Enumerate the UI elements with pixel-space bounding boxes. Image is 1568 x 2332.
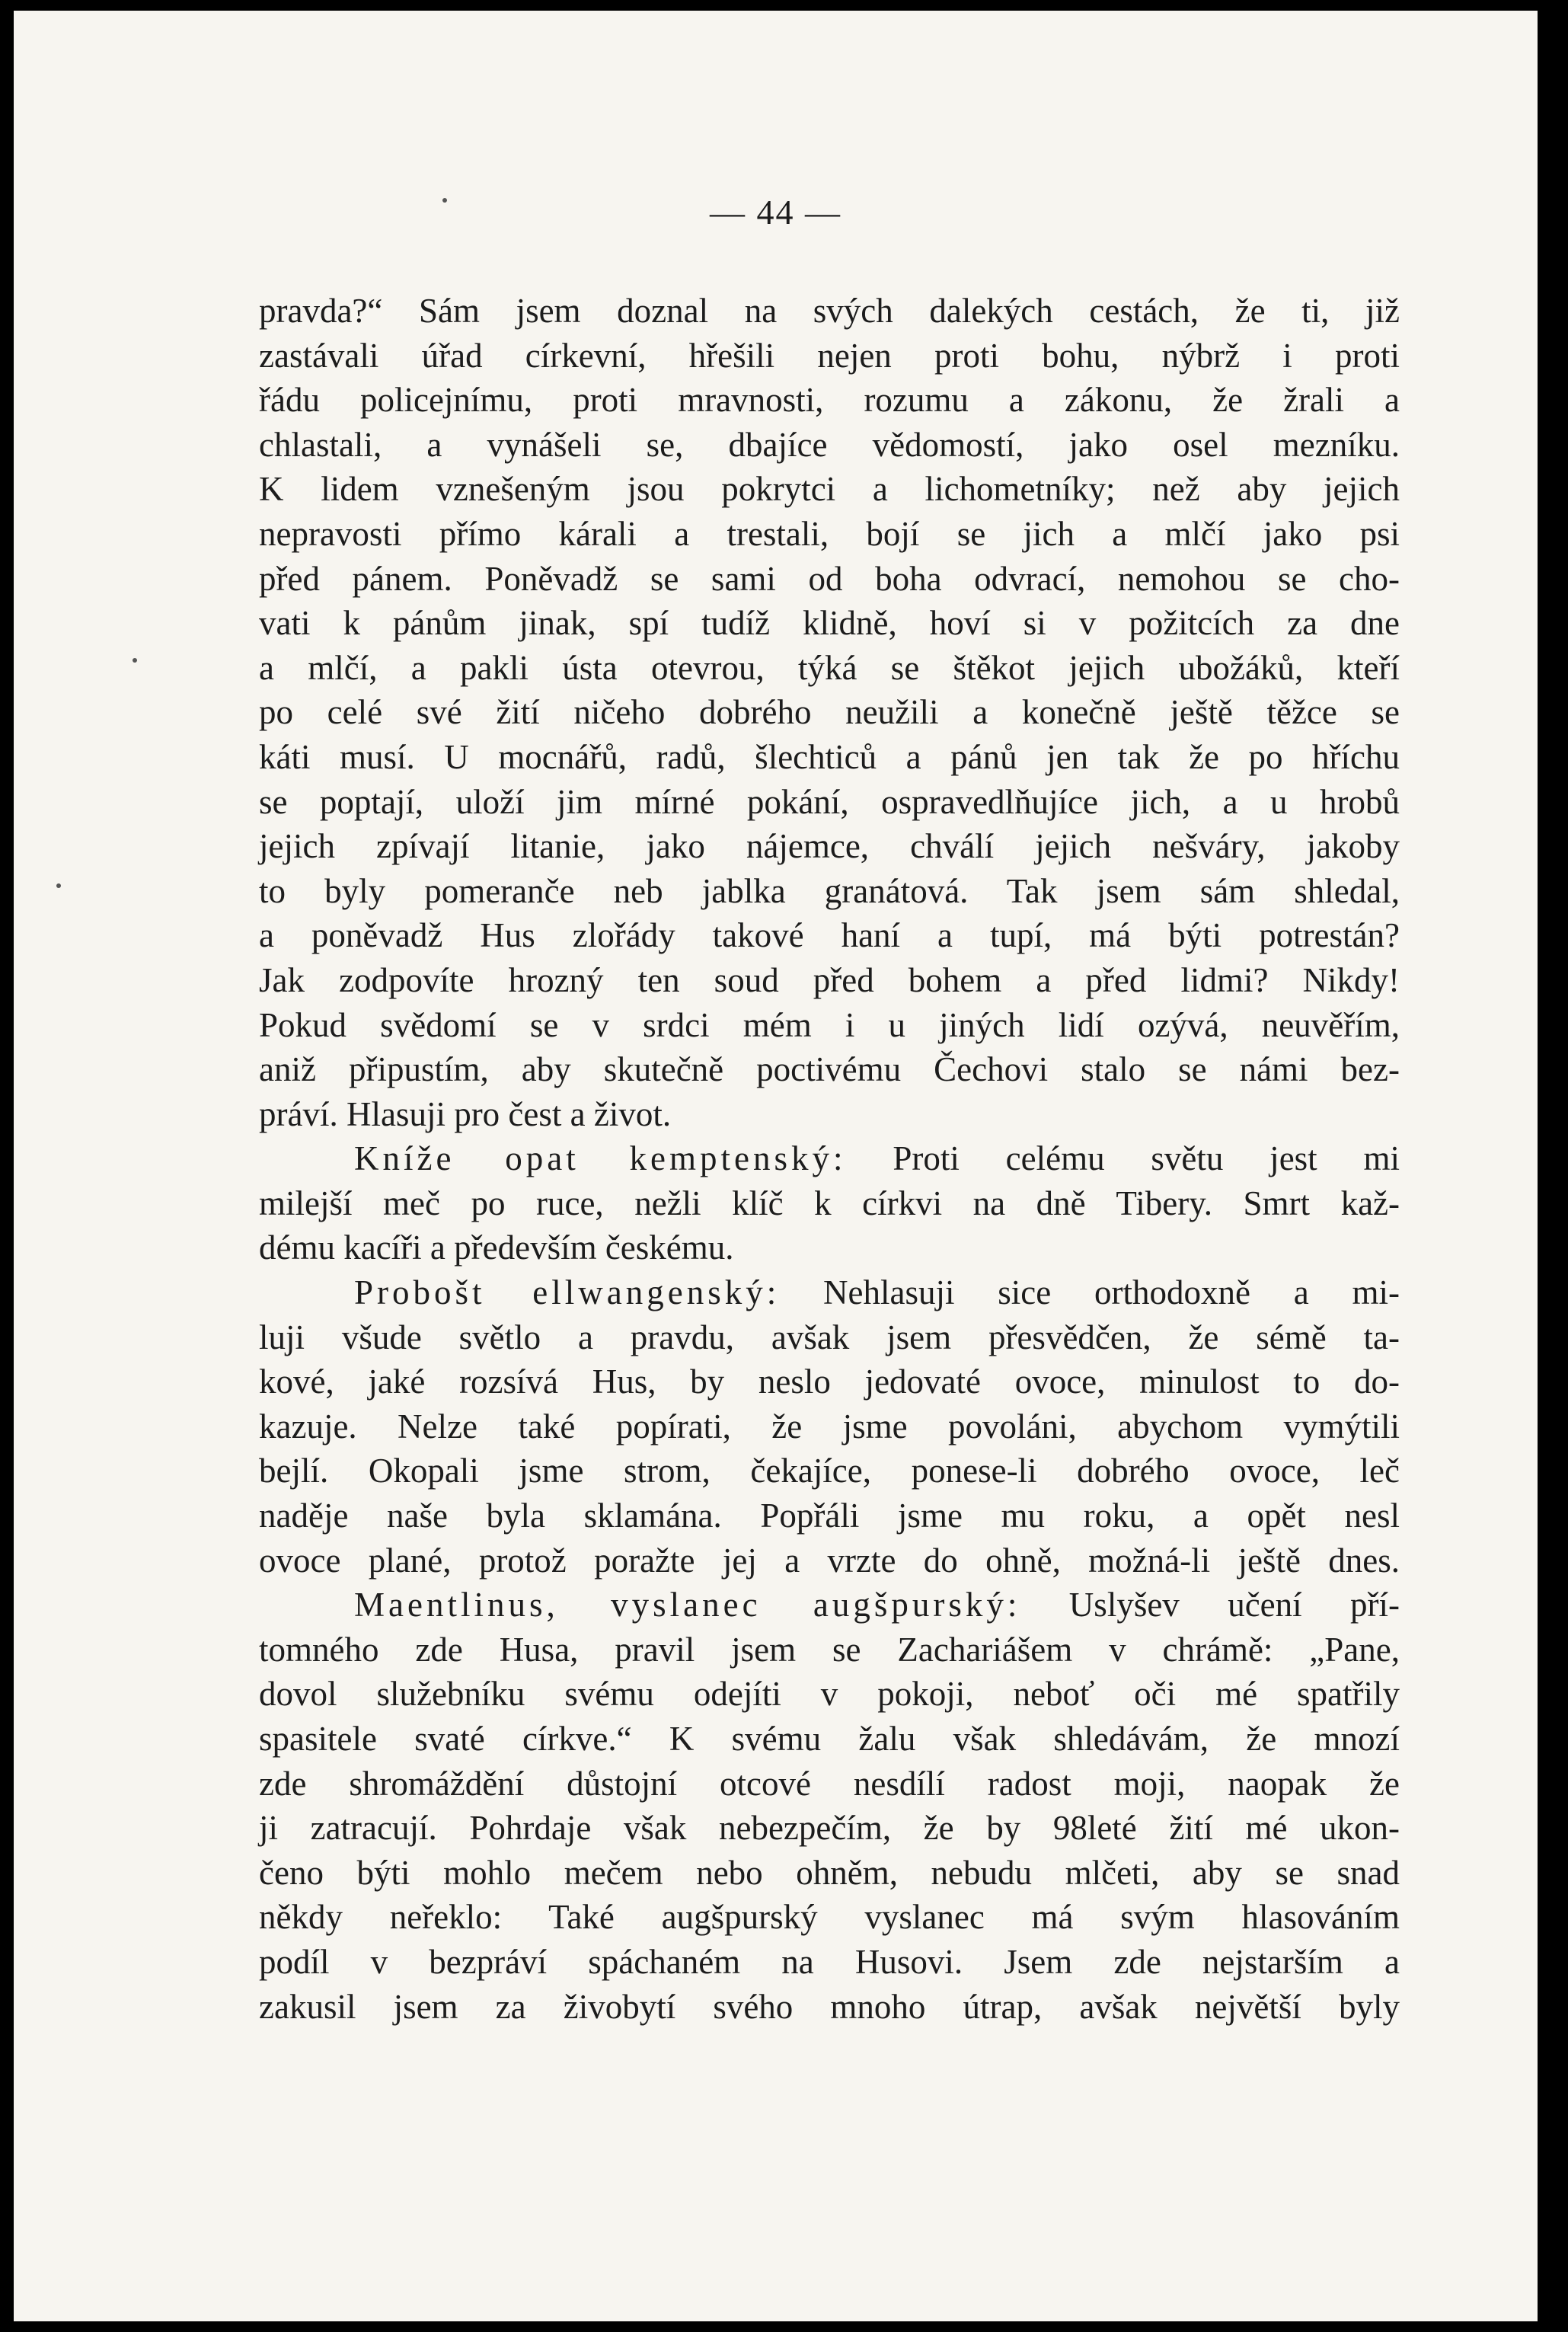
text-line: tomného zde Husa, pravil jsem se Zachariášem v chrámě: „Pane, xyxy=(259,1630,1400,1669)
text-line: podíl v bezpráví spáchaném na Husovi. Jsem zde nejstarším a xyxy=(259,1942,1400,1981)
speech-line xyxy=(259,1583,1400,1628)
speech-line xyxy=(259,1136,1400,1181)
text-line: bejlí. Okopali jsme strom, čekajíce, ponese-li dobrého ovoce, leč xyxy=(259,1452,1400,1490)
speaker-name: Maentlinus, vyslanec augšpurský: xyxy=(354,1586,1021,1624)
text-line: pravda?“ Sám jsem doznal na svých dalekých cestách, že ti, již xyxy=(259,292,1400,330)
speech-text: Nehlasuji sice orthodoxně a mi- xyxy=(780,1273,1400,1312)
text-line: jejich zpívají litanie, jako nájemce, chválí jejich nešváry, jakoby xyxy=(259,827,1400,866)
text-line: spasitele svaté církve.“ K svému žalu však shledávám, že mnozí xyxy=(259,1720,1400,1758)
text-line: nepravosti přímo kárali a trestali, bojí se jich a mlčí jako psi xyxy=(259,514,1400,553)
text-line: a poněvadž Hus zlořády takové haní a tupí, má býti potrestán? xyxy=(259,916,1400,955)
speaker-name: Probošt ellwangenský: xyxy=(354,1273,781,1312)
speech-text: Proti celému světu jest mi xyxy=(846,1139,1400,1178)
speech-text: Uslyšev učení pří- xyxy=(1020,1586,1400,1624)
speaker-name: Kníže opat kemptenský: xyxy=(354,1139,847,1178)
text-line: dému kacíři a především českému. xyxy=(259,1228,734,1267)
text-line: ji zatracují. Pohrdaje však nebezpečím, že by 98leté žití mé ukon- xyxy=(259,1809,1400,1848)
text-line: někdy neřeklo: Také augšpurský vyslanec má svým hlasováním xyxy=(259,1898,1400,1937)
text-line: se poptají, uloží jim mírné pokání, ospravedlňujíce jich, a u hrobů xyxy=(259,782,1400,821)
text-line: a mlčí, a pakli ústa otevrou, týká se štěkot jejich ubožáků, kteří xyxy=(259,648,1400,687)
text-line: to byly pomeranče neb jablka granátová. Tak jsem sám shledal, xyxy=(259,871,1400,910)
text-line: ovoce plané, protož poražte jej a vrzte do ohně, možná-li ještě dnes. xyxy=(259,1541,1400,1580)
text-line: naděje naše byla sklamána. Popřáli jsme mu roku, a opět nesl xyxy=(259,1497,1400,1535)
text-line: Pokud svědomí se v srdci mém i u jiných lidí ozývá, neuvěřím, xyxy=(259,1005,1400,1044)
book-page xyxy=(14,11,1545,2321)
text-line: kazuje. Nelze také popírati, že jsme povoláni, abychom vymýtili xyxy=(259,1407,1400,1446)
text-line: zde shromáždění důstojní otcové nesdílí radost moji, naopak že xyxy=(259,1764,1400,1803)
text-line: řádu policejnímu, proti mravnosti, rozumu a zákonu, že žrali a xyxy=(259,381,1400,420)
print-speck xyxy=(133,658,137,663)
text-line: luji všude světlo a pravdu, avšak jsem přesvědčen, že sémě ta- xyxy=(259,1318,1400,1356)
text-line: po celé své žití ničeho dobrého neužili a konečně ještě těžce se xyxy=(259,693,1400,732)
text-line: kové, jaké rozsívá Hus, by neslo jedovaté ovoce, minulost to do- xyxy=(259,1362,1400,1401)
text-line: aniž připustím, aby skutečně poctivému Čechovi stalo se námi bez- xyxy=(259,1050,1400,1089)
text-line: práví. Hlasuji pro čest a život. xyxy=(259,1094,672,1133)
speech-line xyxy=(259,1270,1400,1315)
text-line: milejší meč po ruce, nežli klíč k církvi na dně Tibery. Smrt kaž- xyxy=(259,1184,1400,1222)
page-number: — 44 — xyxy=(710,193,841,232)
text-line: dovol služebníku svému odejíti v pokoji, neboť oči mé spatřily xyxy=(259,1675,1400,1714)
text-line: chlastali, a vynášeli se, dbajíce vědomostí, jako osel mezníku. xyxy=(259,425,1400,464)
text-line: Jak zodpovíte hrozný ten soud před bohem a před lidmi? Nikdy! xyxy=(259,960,1400,999)
text-line: K lidem vznešeným jsou pokrytci a lichometníky; než aby jejich xyxy=(259,470,1400,509)
body-text xyxy=(259,289,1400,2029)
text-line: zakusil jsem za živobytí svého mnoho útrap, avšak největší byly xyxy=(259,1987,1400,2026)
text-line: zastávali úřad církevní, hřešili nejen proti bohu, nýbrž i proti xyxy=(259,336,1400,375)
print-speck xyxy=(56,883,61,888)
text-line: káti musí. U mocnářů, radů, šlechticů a pánů jen tak že po hříchu xyxy=(259,737,1400,776)
text-line: vati k pánům jinak, spí tudíž klidně, hoví si v požitcích za dne xyxy=(259,604,1400,643)
text-line: před pánem. Poněvadž se sami od boha odvrací, nemohou se cho- xyxy=(259,559,1400,598)
text-line: čeno býti mohlo mečem nebo ohněm, nebudu mlčeti, aby se snad xyxy=(259,1853,1400,1892)
